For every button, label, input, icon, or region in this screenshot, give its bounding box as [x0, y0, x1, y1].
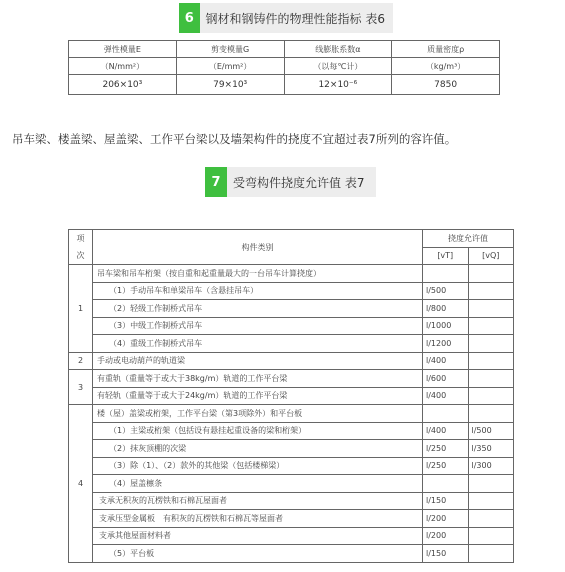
table7-heading — [205, 167, 376, 197]
vq-cell: l/500 — [468, 422, 514, 440]
body-paragraph: 吊车梁、楼盖梁、屋盖梁、工作平台梁以及墙架构件的挠度不宜超过表7所列的容许值。 — [12, 132, 457, 146]
unit-cell: （以每℃计） — [284, 58, 392, 75]
value-cell: 12×10⁻⁶ — [284, 75, 392, 95]
heading-number-badge: 6 — [179, 3, 200, 33]
category-cell: 支承压型金属板 有积灰的瓦楞铁和石棉瓦等屋面者 — [93, 510, 423, 528]
unit-cell: （E/mm²） — [176, 58, 284, 75]
table-row — [69, 370, 514, 388]
header-cell: 质量密度ρ — [392, 41, 500, 58]
table-row — [69, 457, 514, 475]
table-row — [69, 405, 514, 423]
heading-title: 钢材和钢铸件的物理性能指标 表6 — [205, 11, 385, 26]
vq-cell — [468, 265, 514, 283]
heading-number-badge: 7 — [205, 167, 227, 197]
value-cell: 206×10³ — [69, 75, 177, 95]
table-row — [69, 510, 514, 528]
physical-properties-table — [68, 40, 500, 95]
vq-cell — [468, 405, 514, 423]
header-cell: 剪变模量G — [176, 41, 284, 58]
category-header: 构件类别 — [93, 230, 423, 265]
vt-cell: l/1000 — [423, 317, 469, 335]
category-cell: 楼（屋）盖梁或桁架，工作平台梁（第3项除外）和平台板 — [93, 405, 423, 423]
table-row — [69, 335, 514, 353]
table-header-row — [69, 41, 500, 58]
category-cell: （3）除（1）、（2）款外的其他梁（包括楼梯梁） — [93, 457, 423, 475]
category-cell: （5）平台板 — [93, 545, 423, 563]
unit-cell: （kg/m³） — [392, 58, 500, 75]
table-row — [69, 545, 514, 563]
vt-header: [vT] — [423, 247, 469, 265]
deflection-group-header: 挠度允许值 — [423, 230, 514, 248]
vt-cell: l/250 — [423, 457, 469, 475]
vt-cell — [423, 265, 469, 283]
table-row — [69, 300, 514, 318]
table-row — [69, 75, 500, 95]
table-row — [69, 422, 514, 440]
deflection-limits-table — [68, 229, 514, 563]
vq-cell — [468, 527, 514, 545]
table-header-row — [69, 230, 514, 248]
value-cell: 7850 — [392, 75, 500, 95]
vq-cell — [468, 317, 514, 335]
vq-cell — [468, 282, 514, 300]
vt-cell: l/400 — [423, 422, 469, 440]
vt-cell: l/600 — [423, 370, 469, 388]
vt-cell: l/200 — [423, 527, 469, 545]
value-cell: 79×10³ — [176, 75, 284, 95]
category-cell: 支承无积灰的瓦楞铁和石棉瓦屋面者 — [93, 492, 423, 510]
vq-cell — [468, 370, 514, 388]
vt-cell: l/200 — [423, 510, 469, 528]
vq-cell — [468, 475, 514, 493]
vq-cell: l/350 — [468, 440, 514, 458]
vq-cell — [468, 492, 514, 510]
table-row — [69, 265, 514, 283]
category-cell: 有重轨（重量等于或大于38kg/m）轨道的工作平台梁 — [93, 370, 423, 388]
category-cell: （2）轻级工作制桥式吊车 — [93, 300, 423, 318]
vq-cell — [468, 300, 514, 318]
header-cell: 线膨胀系数α — [284, 41, 392, 58]
table-row — [69, 475, 514, 493]
vq-header: [vQ] — [468, 247, 514, 265]
table-row — [69, 387, 514, 405]
vt-cell — [423, 475, 469, 493]
category-cell: 支承其他屋面材料者 — [93, 527, 423, 545]
vt-cell: l/1200 — [423, 335, 469, 353]
table-row — [69, 352, 514, 370]
table-row — [69, 317, 514, 335]
vt-cell: l/250 — [423, 440, 469, 458]
category-cell: 手动或电动葫芦的轨道梁 — [93, 352, 423, 370]
index-header: 项 次 — [69, 230, 93, 265]
category-cell: （1）手动吊车和单梁吊车（含悬挂吊车） — [93, 282, 423, 300]
table-row — [69, 440, 514, 458]
vq-cell: l/300 — [468, 457, 514, 475]
vq-cell — [468, 352, 514, 370]
vq-cell — [468, 335, 514, 353]
table-row — [69, 527, 514, 545]
row-index-cell: 3 — [69, 370, 93, 405]
vt-cell: l/500 — [423, 282, 469, 300]
vt-cell: l/150 — [423, 492, 469, 510]
category-cell: （4）重级工作制桥式吊车 — [93, 335, 423, 353]
category-cell: （3）中级工作制桥式吊车 — [93, 317, 423, 335]
category-cell: 有轻轨（重量等于或大于24kg/m）轨道的工作平台梁 — [93, 387, 423, 405]
row-index-cell: 2 — [69, 352, 93, 370]
vt-cell: l/400 — [423, 352, 469, 370]
heading-title: 受弯构件挠度允许值 表7 — [233, 175, 365, 190]
table-row — [69, 492, 514, 510]
unit-cell: （N/mm²） — [69, 58, 177, 75]
header-cell: 弹性模量E — [69, 41, 177, 58]
vq-cell — [468, 387, 514, 405]
row-index-cell: 1 — [69, 265, 93, 353]
table-unit-row — [69, 58, 500, 75]
category-cell: （2）抹灰顶棚的次梁 — [93, 440, 423, 458]
vt-cell: l/400 — [423, 387, 469, 405]
vq-cell — [468, 510, 514, 528]
category-cell: （1）主梁或桁架（包括设有悬挂起重设备的梁和桁架） — [93, 422, 423, 440]
vt-cell: l/800 — [423, 300, 469, 318]
table-row — [69, 282, 514, 300]
category-cell: （4）屋盖檩条 — [93, 475, 423, 493]
vq-cell — [468, 545, 514, 563]
vt-cell: l/150 — [423, 545, 469, 563]
category-cell: 吊车梁和吊车桁架（按自重和起重量最大的一台吊车计算挠度） — [93, 265, 423, 283]
vt-cell — [423, 405, 469, 423]
row-index-cell: 4 — [69, 405, 93, 563]
table6-heading — [179, 3, 393, 33]
